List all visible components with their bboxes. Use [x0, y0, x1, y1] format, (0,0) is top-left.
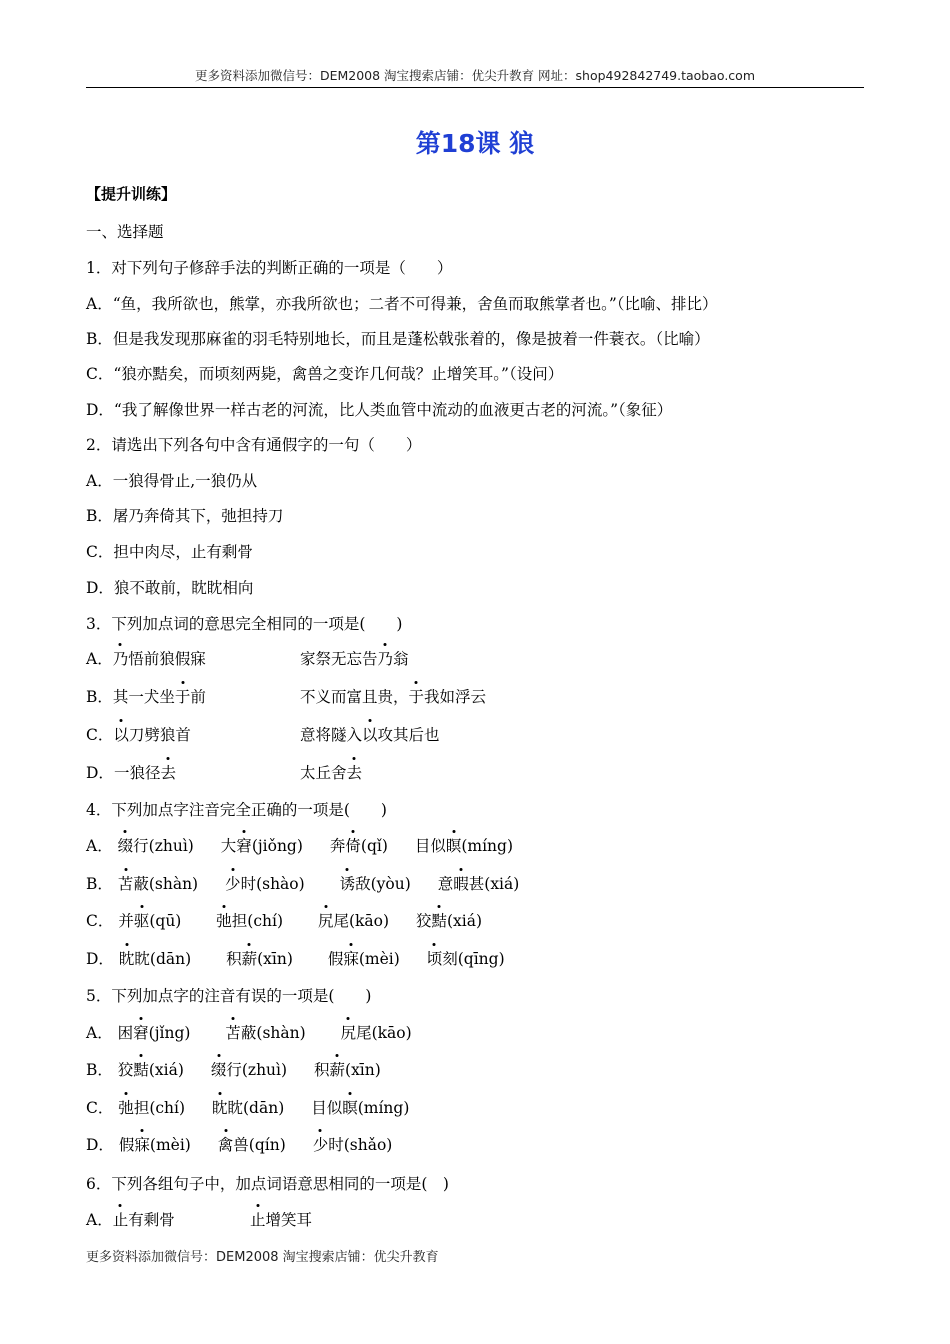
q2-option-b: B．屠乃奔倚其下，弛担持刀 — [86, 507, 284, 525]
dotted-char: 止 — [250, 1211, 266, 1229]
dotted-char: 尻 — [317, 912, 334, 930]
q4-option-d: D． 眈眈(dān) 积薪(xīn) 假寐(mèi) 顷刻(qīng) — [86, 950, 505, 968]
dotted-char: 弛 — [118, 1099, 134, 1117]
dotted-char: 以 — [113, 726, 129, 744]
dotted-char: 禽 — [217, 1136, 234, 1154]
dotted-char: 乃 — [377, 650, 394, 668]
q6-option-a: A．止有剩骨 止增笑耳 — [86, 1211, 313, 1229]
dotted-char: 瞑 — [445, 837, 462, 855]
dotted-char: 少 — [225, 875, 241, 893]
q5-option-c: C． 弛担(chí) 眈眈(dān) 目似瞑(míng) — [86, 1099, 410, 1117]
q3-option-a: A．乃悟前狼假寐 家祭无忘告乃翁 — [86, 650, 409, 668]
q2-option-a: A．一狼得骨止,一狼仍从 — [86, 472, 258, 490]
dotted-char: 乃 — [112, 650, 129, 668]
question-6: 6．下列各组句子中，加点词语意思相同的一项是( ) — [86, 1175, 449, 1193]
dotted-char: 去 — [160, 764, 176, 782]
q2-option-d: D．狼不敢前，眈眈相向 — [86, 579, 254, 597]
dotted-char: 寐 — [343, 950, 359, 968]
dotted-char: 缀 — [210, 1061, 227, 1079]
page-title: 第18课 狼 — [415, 129, 535, 158]
q1-option-b: B．但是我发现那麻雀的羽毛特别地长，而且是蓬松戟张着的，像是披着一件蓑衣。（比喻） — [86, 330, 710, 348]
dotted-char: 倚 — [345, 837, 361, 855]
q1-option-c: C．“狼亦黠矣，而顷刻两毙，禽兽之变诈几何哉？止增笑耳。”（设问） — [86, 365, 564, 383]
page-header: 更多资料添加微信号：DEM2008 淘宝搜索店铺：优尖升教育 网址：shop492842749.taobao.com — [194, 68, 756, 83]
dotted-char: 去 — [346, 764, 363, 782]
question-1: 1．对下列句子修辞手法的判断正确的一项是（ ） — [86, 259, 453, 277]
dotted-char: 薪 — [241, 950, 258, 968]
page-footer: 更多资料添加微信号：DEM2008 淘宝搜索店铺：优尖升教育 — [86, 1250, 439, 1265]
dotted-char: 黠 — [431, 912, 447, 930]
dotted-char: 眈 — [211, 1099, 228, 1117]
q4-option-b: B． 苫蔽(shàn) 少时(shào) 诱敌(yòu) 意暇甚(xiá) — [86, 875, 520, 893]
dotted-char: 暇 — [453, 875, 469, 893]
question-3: 3．下列加点词的意思完全相同的一项是( ) — [86, 615, 403, 633]
dotted-char: 寐 — [134, 1136, 150, 1154]
dotted-char: 窘 — [133, 1024, 149, 1042]
section-heading: 【提升训练】 — [86, 185, 177, 203]
question-4: 4．下列加点字注音完全正确的一项是( ) — [86, 801, 387, 819]
q3-option-b: B．其一犬坐于前 不义而富且贵，于我如浮云 — [86, 688, 487, 706]
dotted-char: 薪 — [329, 1061, 346, 1079]
q3-option-c: C．以刀劈狼首 意将隧入以攻其后也 — [86, 726, 440, 744]
q5-option-d: D． 假寐(mèi) 禽兽(qín) 少时(shǎo) — [86, 1136, 393, 1154]
dotted-char: 少 — [312, 1136, 329, 1154]
dotted-char: 止 — [112, 1211, 129, 1229]
dotted-char: 苫 — [225, 1024, 241, 1042]
dotted-char: 诱 — [339, 875, 356, 893]
dotted-char: 眈 — [118, 950, 135, 968]
dotted-char: 于 — [174, 688, 191, 706]
dotted-char: 瞑 — [342, 1099, 358, 1117]
question-5: 5．下列加点字的注音有误的一项是( ) — [86, 987, 372, 1005]
dotted-char: 窘 — [236, 837, 252, 855]
dotted-char: 尻 — [340, 1024, 357, 1042]
part-heading: 一、选择题 — [86, 223, 164, 241]
q1-option-a: A．“鱼，我所欲也，熊掌，亦我所欲也；二者不可得兼，舍鱼而取熊掌者也。”（比喻、排比） — [86, 295, 718, 313]
dotted-char: 顷 — [426, 950, 443, 968]
q1-option-d: D．“我了解像世界一样古老的河流，比人类血管中流动的血液更古老的河流。”（象征） — [86, 401, 673, 419]
dotted-char: 驱 — [133, 912, 150, 930]
q3-option-d: D．一狼径去 太丘舍去 — [86, 764, 363, 782]
dotted-char: 黠 — [133, 1061, 149, 1079]
dotted-char: 缀 — [117, 837, 134, 855]
header-rule — [86, 87, 864, 88]
dotted-char: 以 — [362, 726, 378, 744]
dotted-char: 于 — [408, 688, 425, 706]
dotted-char: 弛 — [216, 912, 232, 930]
q4-option-c: C． 并驱(qū) 弛担(chí) 尻尾(kāo) 狡黠(xiá) — [86, 912, 483, 930]
q4-option-a: A． 缀行(zhuì) 大窘(jiǒng) 奔倚(qǐ) 目似瞑(míng) — [86, 837, 513, 855]
q2-option-c: C．担中肉尽，止有剩骨 — [86, 543, 253, 561]
q5-option-b: B． 狡黠(xiá) 缀行(zhuì) 积薪(xīn) — [86, 1061, 381, 1079]
dotted-char: 苫 — [117, 875, 134, 893]
q5-option-a: A． 困窘(jǐng) 苫蔽(shàn) 尻尾(kāo) — [86, 1024, 412, 1042]
question-2: 2．请选出下列各句中含有通假字的一句（ ） — [86, 436, 422, 454]
